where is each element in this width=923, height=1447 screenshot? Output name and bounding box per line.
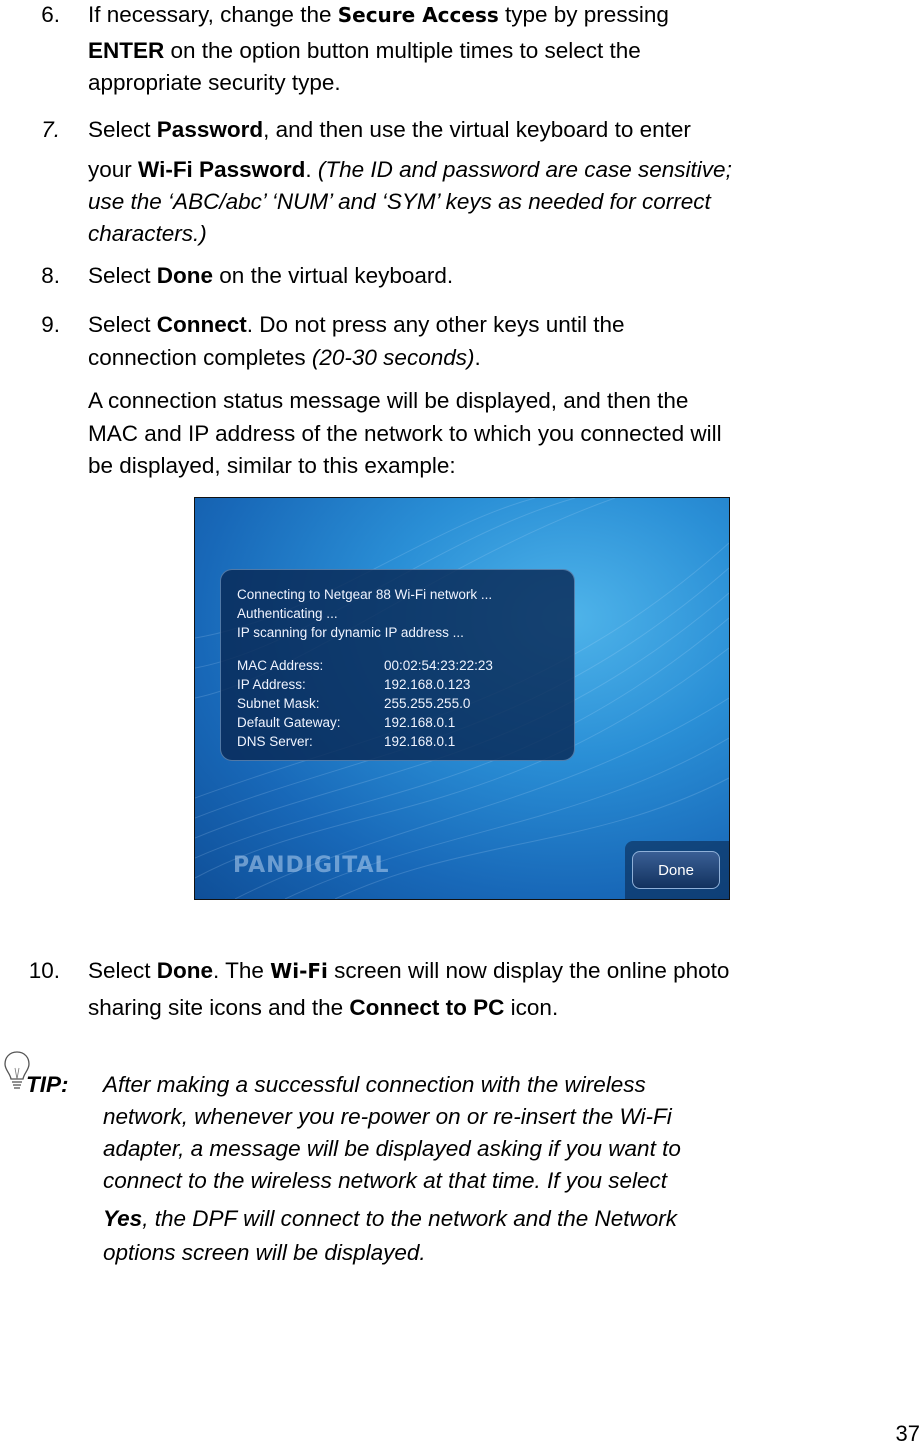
step-number: 8.	[41, 263, 60, 288]
mac-address-value: 00:02:54:23:22:23	[384, 658, 493, 673]
step-9-para-2: MAC and IP address of the network to which you connected will	[88, 421, 722, 446]
subnet-mask-value: 255.255.255.0	[384, 696, 471, 711]
step-10-line-2: sharing site icons and the Connect to PC icon.	[88, 995, 559, 1020]
page-number: 37	[895, 1421, 920, 1446]
status-line: Authenticating ...	[237, 606, 338, 621]
term-connect: Connect	[156, 312, 247, 337]
step-9-line-2: connection completes (20-30 seconds).	[88, 345, 481, 370]
term-enter: ENTER	[88, 38, 165, 63]
step-6-line-2: ENTER on the option button multiple times to select the	[88, 38, 641, 63]
connection-status-panel	[220, 569, 575, 761]
term-done: Done	[156, 958, 214, 983]
tip-line-4: connect to the wireless network at that time. If you select	[103, 1168, 668, 1193]
default-gateway-label: Default Gateway:	[237, 715, 341, 730]
step-9-line-1: Select Connect. Do not press any other keys until the	[88, 312, 625, 337]
step-9-para-3: be displayed, similar to this example:	[88, 453, 456, 478]
default-gateway-value: 192.168.0.1	[384, 715, 456, 730]
tip-label: TIP:	[26, 1072, 69, 1097]
ip-address-value: 192.168.0.123	[384, 677, 471, 692]
dns-server-value: 192.168.0.1	[384, 734, 456, 749]
dns-server-label: DNS Server:	[237, 734, 313, 749]
done-button[interactable]: Done	[632, 851, 720, 889]
term-wifi: Wi-Fi	[270, 959, 328, 983]
step-7-line-1: Select Password, and then use the virtual keyboard to enter	[88, 117, 691, 142]
term-connect-to-pc: Connect to PC	[349, 995, 505, 1020]
step-6-line-1: If necessary, change the Secure Access type by pressing	[88, 2, 669, 27]
step-7-line-3: use the ‘ABC/abc’ ‘NUM’ and ‘SYM’ keys as needed for correct	[88, 189, 711, 214]
step-number: 7.	[41, 117, 60, 142]
term-done: Done	[156, 263, 214, 288]
step-7-line-2: your Wi-Fi Password. (The ID and password are case sensitive;	[88, 157, 732, 182]
tip-line-1: After making a successful connection with the wireless	[103, 1072, 646, 1097]
step-number: 9.	[41, 312, 60, 337]
mac-address-label: MAC Address:	[237, 658, 324, 673]
term-password: Password	[156, 117, 264, 142]
step-number: 10.	[28, 958, 60, 983]
tip-line-6: options screen will be displayed.	[103, 1240, 426, 1265]
ip-address-label: IP Address:	[237, 677, 306, 692]
step-number: 6.	[41, 2, 60, 27]
term-wifi-password: Wi-Fi Password	[138, 157, 306, 182]
tip-line-3: adapter, a message will be displayed asking if you want to	[103, 1136, 681, 1161]
pandigital-logo: PANDIGITAL	[233, 853, 390, 878]
term-yes: Yes	[103, 1206, 143, 1231]
tip-line-5: Yes, the DPF will connect to the network and the Network	[103, 1206, 678, 1231]
status-line: IP scanning for dynamic IP address ...	[237, 625, 464, 640]
connection-screenshot	[194, 497, 730, 900]
tip-line-2: network, whenever you re-power on or re-insert the Wi-Fi	[103, 1104, 672, 1129]
term-secure-access: Secure Access	[337, 3, 499, 27]
step-9-para-1: A connection status message will be displayed, and then the	[88, 388, 689, 413]
step-7-line-4: characters.)	[88, 221, 207, 246]
subnet-mask-label: Subnet Mask:	[237, 696, 320, 711]
step-10-line-1: Select Done. The Wi-Fi screen will now display the online photo	[88, 958, 730, 983]
step-8-line-1: Select Done on the virtual keyboard.	[88, 263, 454, 288]
step-6-line-3: appropriate security type.	[88, 70, 341, 95]
status-line: Connecting to Netgear 88 Wi-Fi network ...	[237, 587, 493, 602]
